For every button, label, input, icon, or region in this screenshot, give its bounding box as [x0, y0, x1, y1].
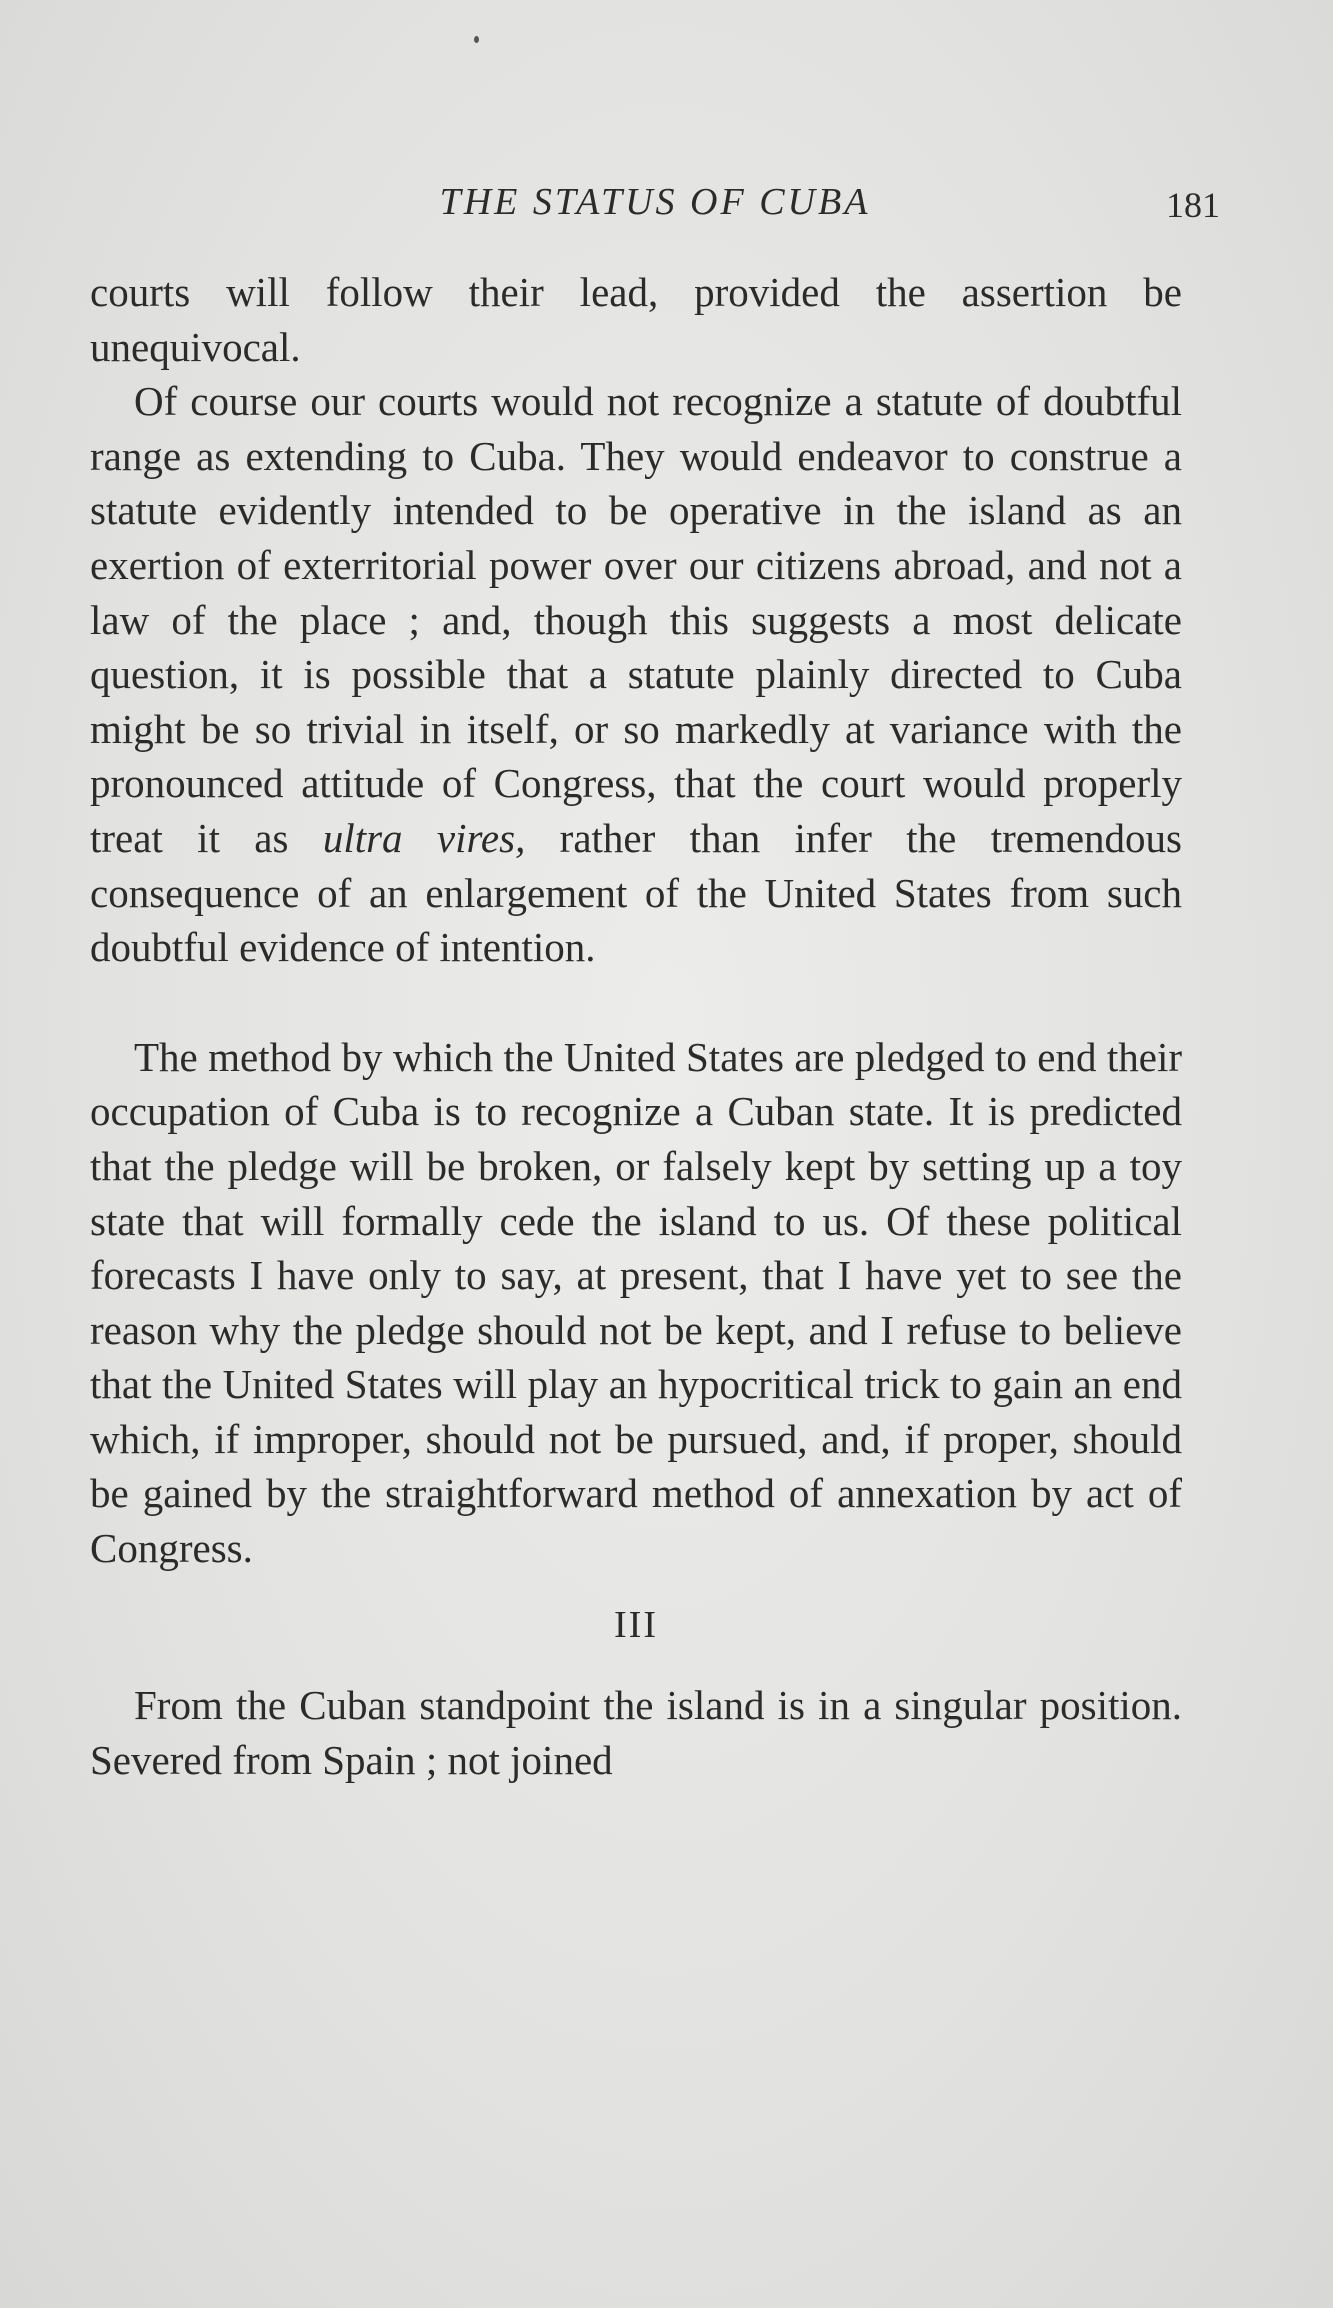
paragraph-courts: [90, 374, 1182, 975]
latin-phrase: ultra vires,: [322, 814, 526, 861]
paragraph-cuban-standpoint: From the Cuban standpoint the island is in a singular position. Severed from Spain ; not joined: [90, 1682, 1182, 1783]
paragraph-courts-text-a: Of course our courts would not recognize a statute of doubtful range as extending to Cuba. They would endeavor to construe a statute evidently intended to be operative in the island as an exertion of exterritorial power over our citizens abroad, and not a law of the place ; and, though this suggests a most delicate question, it is possible that a statute plainly directed to Cuba might be so trivial in itself, or so markedly at variance with the pronounced attitude of Congress, that the court would properly treat it as: [90, 378, 1182, 861]
paragraph-continuation: courts will follow their lead, provided the assertion be unequivocal.: [90, 269, 1182, 370]
running-title: THE STATUS OF CUBA: [439, 181, 871, 223]
running-head: [90, 170, 1220, 240]
body-text: [90, 265, 1182, 1787]
paragraph-pledge: The method by which the United States are pledged to end their occupation of Cuba is to recognize a Cuban state. It is predicted that the pledge will be broken, or falsely kept by setting up a toy state that will formally cede the island to us. Of these political forecasts I have only to say, at present, that I have yet to see the reason why the pledge should not be kept, and I refuse to believe that the United States will play an hypocritical trick to gain an end which, if improper, should not be pursued, and, if proper, should be gained by the straightforward method of annexation by act of Congress.: [90, 1033, 1182, 1572]
section-heading: III: [614, 1603, 658, 1646]
ink-speck: [474, 36, 479, 43]
page-number: 181: [1166, 185, 1220, 225]
paragraph-courts-text-b: rather than infer the tremendous consequence of an enlargement of the United States from such doubtful evidence of intention.: [90, 814, 1182, 971]
